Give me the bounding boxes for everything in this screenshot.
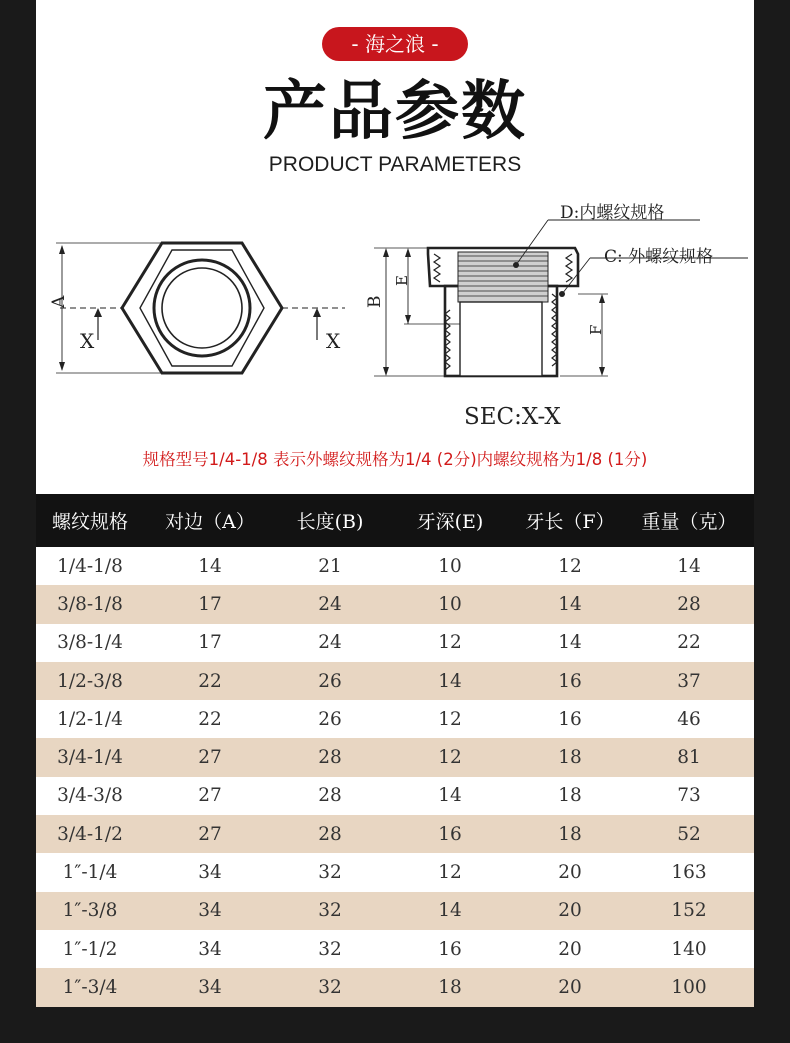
table-cell: 28 [318, 785, 342, 807]
table-cell: 10 [438, 593, 462, 615]
table-cell: 73 [677, 785, 701, 807]
table-cell: 24 [318, 593, 342, 615]
table-cell: 21 [318, 555, 342, 577]
table-row [36, 892, 754, 930]
table-cell: 1″-3/4 [62, 976, 118, 998]
table-cell: 17 [198, 593, 222, 615]
table-cell: 26 [318, 670, 342, 692]
section-view [374, 220, 748, 376]
table-cell: 20 [558, 938, 582, 960]
table-cell: 32 [318, 976, 342, 998]
table-cell: 14 [558, 632, 582, 654]
label-b: B [365, 295, 385, 308]
brand-badge: - 海之浪 - [322, 27, 468, 61]
table-cell: 22 [677, 632, 701, 654]
table-cell: 12 [558, 555, 582, 577]
table-cell: 12 [438, 632, 462, 654]
table-cell: 3/4-1/2 [57, 823, 123, 845]
table-row [36, 777, 754, 815]
table-row [36, 853, 754, 891]
table-cell: 1/4-1/8 [57, 555, 123, 577]
table-cell: 28 [318, 823, 342, 845]
header-across-flats: 对边（A） [165, 511, 255, 533]
table-cell: 18 [438, 976, 462, 998]
table-cell: 10 [438, 555, 462, 577]
table-cell: 32 [318, 938, 342, 960]
table-cell: 32 [318, 900, 342, 922]
table-cell: 16 [558, 708, 582, 730]
table-cell: 27 [198, 823, 222, 845]
table-cell: 163 [671, 862, 707, 884]
table-cell: 14 [198, 555, 222, 577]
table-cell: 20 [558, 900, 582, 922]
table-row [36, 738, 754, 776]
table-row [36, 968, 754, 1006]
label-d: D:内螺纹规格 [560, 203, 665, 223]
header-thread-length: 牙长（F） [525, 511, 615, 533]
technical-diagram [0, 190, 790, 440]
header-thread-spec: 螺纹规格 [51, 511, 128, 533]
table-cell: 27 [198, 747, 222, 769]
table-row [36, 815, 754, 853]
table-row [36, 585, 754, 623]
page-subtitle: PRODUCT PARAMETERS [268, 153, 522, 176]
table-cell: 34 [198, 938, 222, 960]
label-c: C: 外螺纹规格 [604, 247, 714, 267]
table-cell: 27 [198, 785, 222, 807]
table-cell: 3/8-1/8 [57, 593, 123, 615]
table-cell: 14 [438, 785, 462, 807]
table-cell: 14 [677, 555, 701, 577]
label-x-left: X [80, 329, 95, 353]
table-cell: 12 [438, 747, 462, 769]
table-cell: 18 [558, 785, 582, 807]
table-cell: 22 [198, 708, 222, 730]
table-cell: 34 [198, 976, 222, 998]
table-cell: 1″-1/2 [62, 938, 118, 960]
table-cell: 140 [671, 938, 707, 960]
table-cell: 17 [198, 632, 222, 654]
table-cell: 32 [318, 862, 342, 884]
table-cell: 14 [558, 593, 582, 615]
label-e: E [393, 275, 411, 286]
label-a: A [49, 295, 69, 308]
table-cell: 46 [677, 708, 701, 730]
table-cell: 14 [438, 670, 462, 692]
table-row [36, 930, 754, 968]
spec-note: 规格型号1/4-1/8 表示外螺纹规格为1/4 (2分)内螺纹规格为1/8 (1分) [142, 450, 648, 469]
table-cell: 52 [677, 823, 701, 845]
table-cell: 1″-1/4 [62, 862, 118, 884]
header-length: 长度(B) [296, 511, 364, 533]
table-row [36, 624, 754, 662]
table-cell: 34 [198, 862, 222, 884]
table-cell: 28 [318, 747, 342, 769]
table-cell: 81 [677, 747, 701, 769]
table-cell: 18 [558, 747, 582, 769]
table-cell: 12 [438, 862, 462, 884]
table-cell: 1″-3/8 [62, 900, 118, 922]
section-label: SEC:X-X [464, 404, 561, 430]
table-cell: 3/8-1/4 [57, 632, 123, 654]
table-cell: 14 [438, 900, 462, 922]
table-cell: 16 [438, 938, 462, 960]
table-cell: 22 [198, 670, 222, 692]
table-cell: 16 [558, 670, 582, 692]
table-cell: 3/4-1/4 [57, 747, 123, 769]
table-cell: 26 [318, 708, 342, 730]
table-row [36, 547, 754, 585]
table-cell: 3/4-3/8 [57, 785, 123, 807]
label-f: F [587, 324, 605, 335]
table-body [36, 547, 754, 1007]
table-cell: 16 [438, 823, 462, 845]
table-cell: 1/2-3/8 [57, 670, 123, 692]
table-row [36, 700, 754, 738]
header-thread-depth: 牙深(E) [416, 511, 484, 533]
table-cell: 20 [558, 976, 582, 998]
table-cell: 24 [318, 632, 342, 654]
table-cell: 152 [671, 900, 707, 922]
table-cell: 34 [198, 900, 222, 922]
table-cell: 18 [558, 823, 582, 845]
table-cell: 1/2-1/4 [57, 708, 123, 730]
table-cell: 12 [438, 708, 462, 730]
table-cell: 37 [677, 670, 701, 692]
page-title: 产品参数 [263, 75, 527, 149]
table-header [36, 494, 754, 547]
table-cell: 28 [677, 593, 701, 615]
table-row [36, 662, 754, 700]
label-x-right: X [326, 329, 341, 353]
hex-front-view [56, 243, 345, 373]
table-cell: 100 [671, 976, 707, 998]
table-cell: 20 [558, 862, 582, 884]
header-weight: 重量（克） [641, 511, 737, 533]
parameter-table [36, 494, 754, 1007]
